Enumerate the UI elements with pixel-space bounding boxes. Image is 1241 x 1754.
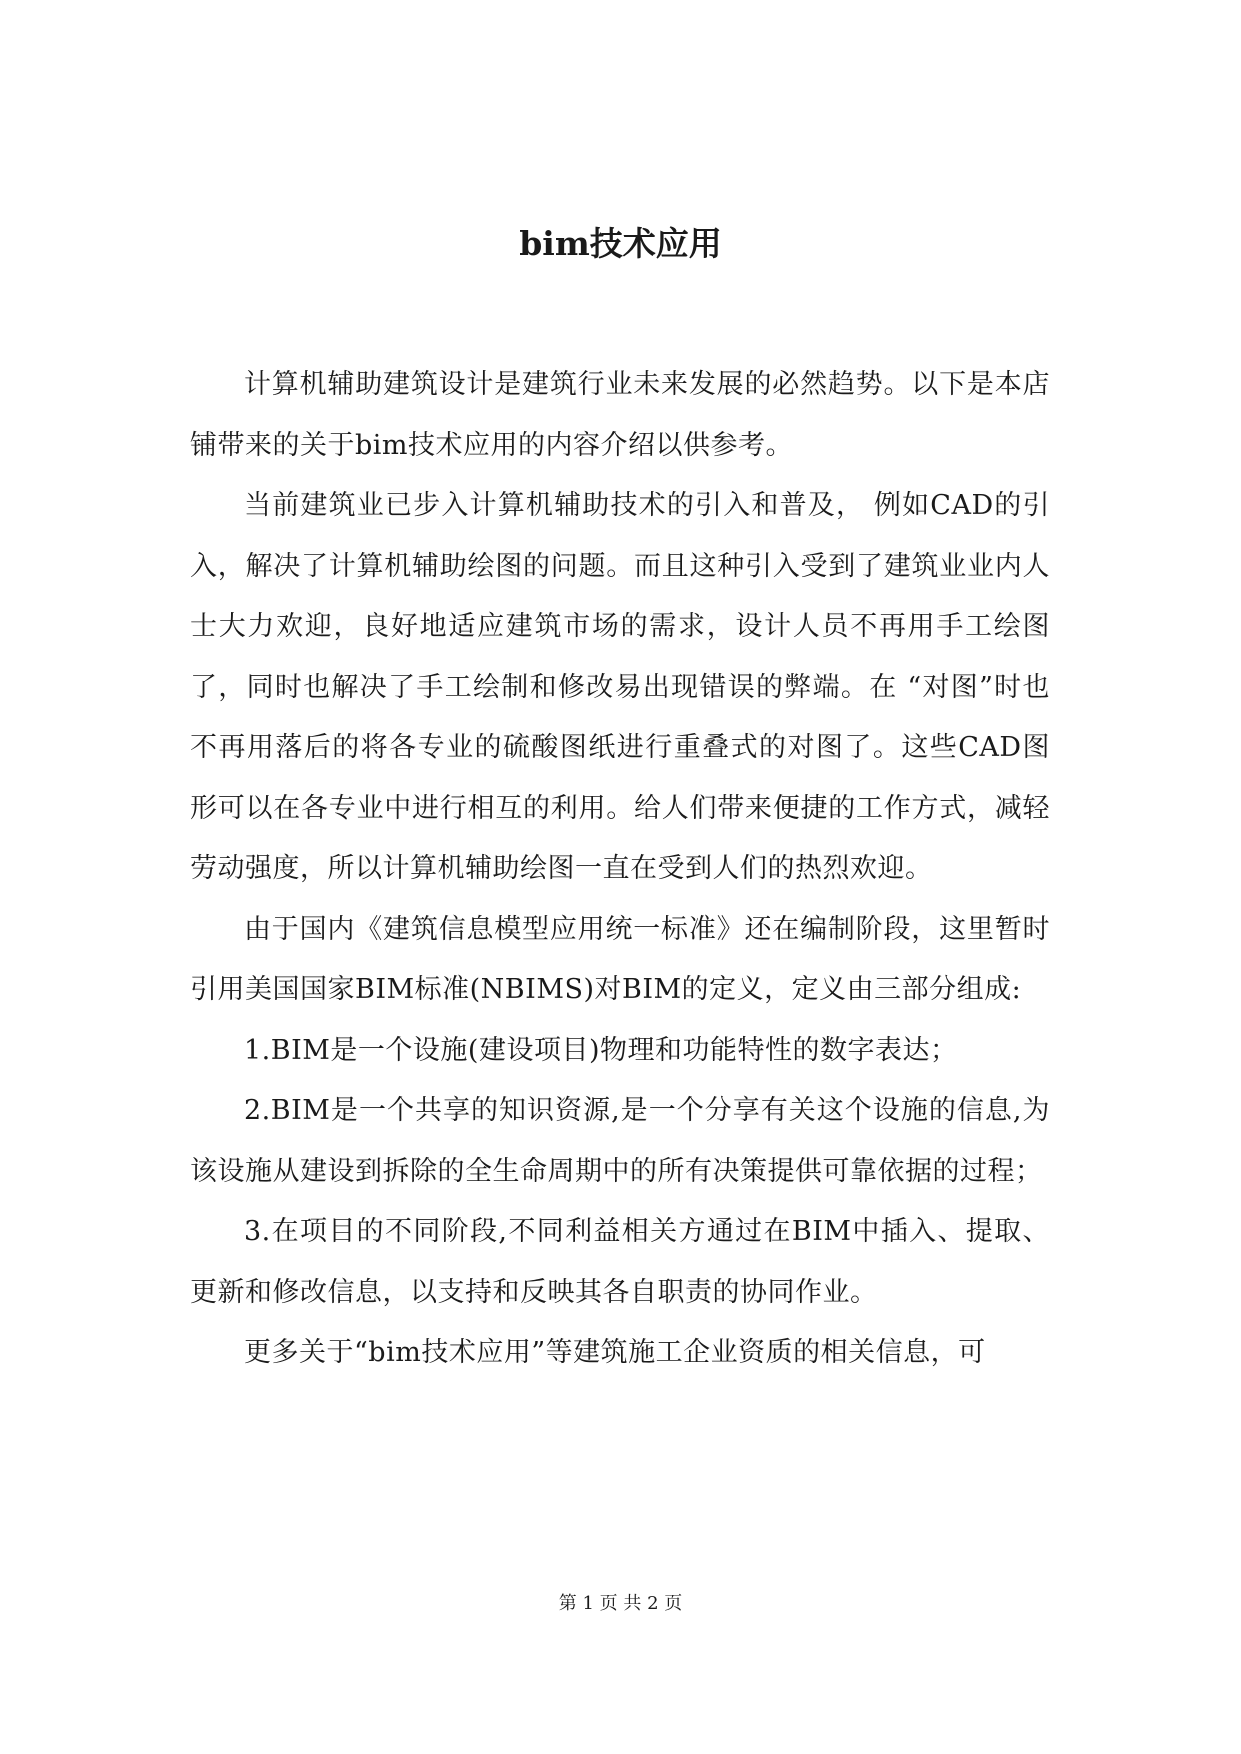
page-footer: 第 1 页 共 2 页 (558, 1593, 683, 1614)
paragraph-intro: 计算机辅助建筑设计是建筑行业未来发展的必然趋势。以下是本店铺带来的关于bim技术应用的内容介绍以供参考。 (190, 369, 1050, 461)
paragraph-bim-definition: 由于国内《建筑信息模型应用统一标准》还在编制阶段，这里暂时引用美国国家BIM标准(NBIMS)对BIM的定义，定义由三部分组成: (190, 913, 1050, 1005)
paragraph-definition-item-1: 1.BIM是一个设施(建设项目)物理和功能特性的数字表达； (244, 1034, 958, 1066)
paragraph-cad-background: 当前建筑业已步入计算机辅助技术的引入和普及， 例如CAD的引入，解决了计算机辅助绘图的问题。而且这种引入受到了建筑业业内人士大力欢迎，良好地适应建筑市场的需求，设计人员不再用手工绘图了，同时也解决了手工绘制和修改易出现错误的弊端。在 “对图”时也不再用落后的将各专业的硫酸图纸进行重叠式的对图了。这些CAD图形可以在各专业中进行相互的利用。给人们带来便捷的工作方式，减轻劳动强度，所以计算机辅助绘图一直在受到人们的热烈欢迎。 (190, 490, 1050, 884)
paragraph-definition-item-2: 2.BIM是一个共享的知识资源,是一个分享有关这个设施的信息,为该设施从建设到拆除的全生命周期中的所有决策提供可靠依据的过程； (190, 1095, 1050, 1187)
document-body (190, 355, 1050, 1384)
document-title: bim技术应用 (519, 224, 722, 263)
paragraph-more-info: 更多关于“bim技术应用”等建筑施工企业资质的相关信息，可 (244, 1337, 986, 1368)
paragraph-definition-item-3: 3.在项目的不同阶段,不同利益相关方通过在BIM中插入、提取、更新和修改信息，以支持和反映其各自职责的协同作业。 (190, 1216, 1050, 1308)
